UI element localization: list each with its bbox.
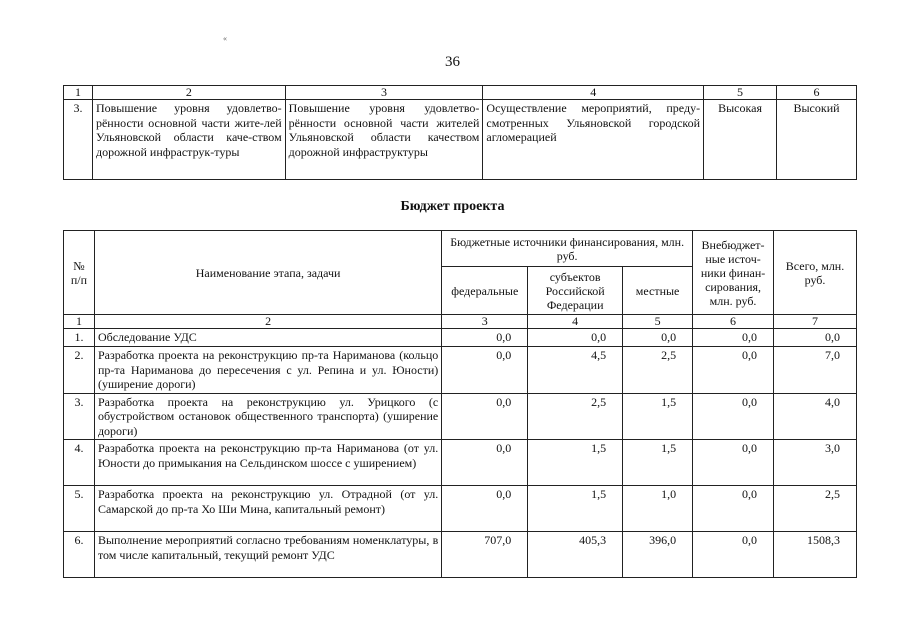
header-total: Всего, млн. руб.	[774, 231, 857, 315]
col-number: 3	[285, 86, 483, 100]
federal-value: 0,0	[442, 393, 528, 440]
col-number: 3	[442, 315, 528, 329]
header-budget-sources: Бюджетные источники финансирования, млн. руб.	[442, 231, 693, 267]
stage-name: Разработка проекта на реконструкцию ул. Урицкого (с обустройством остановок общественного транспорта) (уширение дороги)	[94, 393, 441, 440]
page-number: 36	[445, 54, 460, 70]
header-name: Наименование этапа, задачи	[94, 231, 441, 315]
top-table	[63, 85, 857, 180]
regional-value: 1,5	[528, 440, 623, 486]
row-number: 5.	[64, 486, 95, 532]
stage-name: Разработка проекта на реконструкцию пр-та Нариманова (от ул. Юности до примыкания на Сельдинском шоссе с уширением)	[94, 440, 441, 486]
table-row	[64, 329, 857, 347]
col-number: 2	[94, 315, 441, 329]
budget-table	[63, 230, 857, 578]
total-value: 4,0	[774, 393, 857, 440]
header-regional: субъектов Российской Федерации	[528, 267, 623, 315]
indicator-cell: Повышение уровня удовлетво-рённости основной части жителей Ульяновской области качеством дорожной инфраструктуры	[285, 100, 483, 180]
stage-name: Обследование УДС	[94, 329, 441, 347]
offbudget-value: 0,0	[693, 347, 774, 394]
col-number: 7	[774, 315, 857, 329]
top-table-number-row	[64, 86, 857, 100]
local-value: 1,0	[623, 486, 693, 532]
regional-value: 0,0	[528, 329, 623, 347]
budget-body	[64, 329, 857, 578]
stage-name: Разработка проекта на реконструкцию пр-та Нариманова (кольцо пр-та Нариманова до пересечения с ул. Репина и ул. Юности) (уширение дороги)	[94, 347, 441, 394]
header-num: № п/п	[64, 231, 95, 315]
total-value: 0,0	[774, 329, 857, 347]
goal-cell: Повышение уровня удовлетво-рённости основной части жите-лей Ульяновской области каче-ством дорожной инфраструк-туры	[92, 100, 285, 180]
local-value: 1,5	[623, 440, 693, 486]
row-number: 3.	[64, 100, 93, 180]
local-value: 0,0	[623, 329, 693, 347]
federal-value: 707,0	[442, 532, 528, 578]
stage-name: Выполнение мероприятий согласно требованиям номенклатуры, в том числе капитальный, текущий ремонт УДС	[94, 532, 441, 578]
offbudget-value: 0,0	[693, 393, 774, 440]
table-row	[64, 347, 857, 394]
offbudget-value: 0,0	[693, 486, 774, 532]
regional-value: 4,5	[528, 347, 623, 394]
offbudget-value: 0,0	[693, 532, 774, 578]
col-number: 6	[777, 86, 857, 100]
level-cell: Высокий	[777, 100, 857, 180]
col-number: 1	[64, 315, 95, 329]
table-row	[64, 440, 857, 486]
scan-speck: «	[223, 34, 227, 43]
table-row	[64, 393, 857, 440]
federal-value: 0,0	[442, 347, 528, 394]
row-number: 2.	[64, 347, 95, 394]
row-number: 3.	[64, 393, 95, 440]
table-row	[64, 486, 857, 532]
budget-title: Бюджет проекта	[400, 199, 505, 214]
row-number: 4.	[64, 440, 95, 486]
col-number: 4	[483, 86, 704, 100]
table-row	[64, 532, 857, 578]
total-value: 1508,3	[774, 532, 857, 578]
row-number: 6.	[64, 532, 95, 578]
federal-value: 0,0	[442, 329, 528, 347]
table-row	[64, 100, 857, 180]
col-number: 5	[623, 315, 693, 329]
header-local: местные	[623, 267, 693, 315]
regional-value: 1,5	[528, 486, 623, 532]
offbudget-value: 0,0	[693, 440, 774, 486]
col-number: 6	[693, 315, 774, 329]
budget-number-row	[64, 315, 857, 329]
local-value: 396,0	[623, 532, 693, 578]
col-number: 4	[528, 315, 623, 329]
local-value: 1,5	[623, 393, 693, 440]
row-number: 1.	[64, 329, 95, 347]
header-row	[64, 231, 857, 267]
offbudget-value: 0,0	[693, 329, 774, 347]
stage-name: Разработка проекта на реконструкцию ул. Отрадной (от ул. Самарской до пр-та Хо Ши Мина, капитальный ремонт)	[94, 486, 441, 532]
total-value: 7,0	[774, 347, 857, 394]
header-federal: федеральные	[442, 267, 528, 315]
col-number: 5	[704, 86, 777, 100]
federal-value: 0,0	[442, 486, 528, 532]
header-offbudget: Внебюджет-ные источ-ники финан-сирования, млн. руб.	[693, 231, 774, 315]
activity-cell: Осуществление мероприятий, преду-смотренных Ульяновской городской агломерацией	[483, 100, 704, 180]
col-number: 2	[92, 86, 285, 100]
col-number: 1	[64, 86, 93, 100]
local-value: 2,5	[623, 347, 693, 394]
level-cell: Высокая	[704, 100, 777, 180]
regional-value: 2,5	[528, 393, 623, 440]
federal-value: 0,0	[442, 440, 528, 486]
total-value: 2,5	[774, 486, 857, 532]
total-value: 3,0	[774, 440, 857, 486]
regional-value: 405,3	[528, 532, 623, 578]
